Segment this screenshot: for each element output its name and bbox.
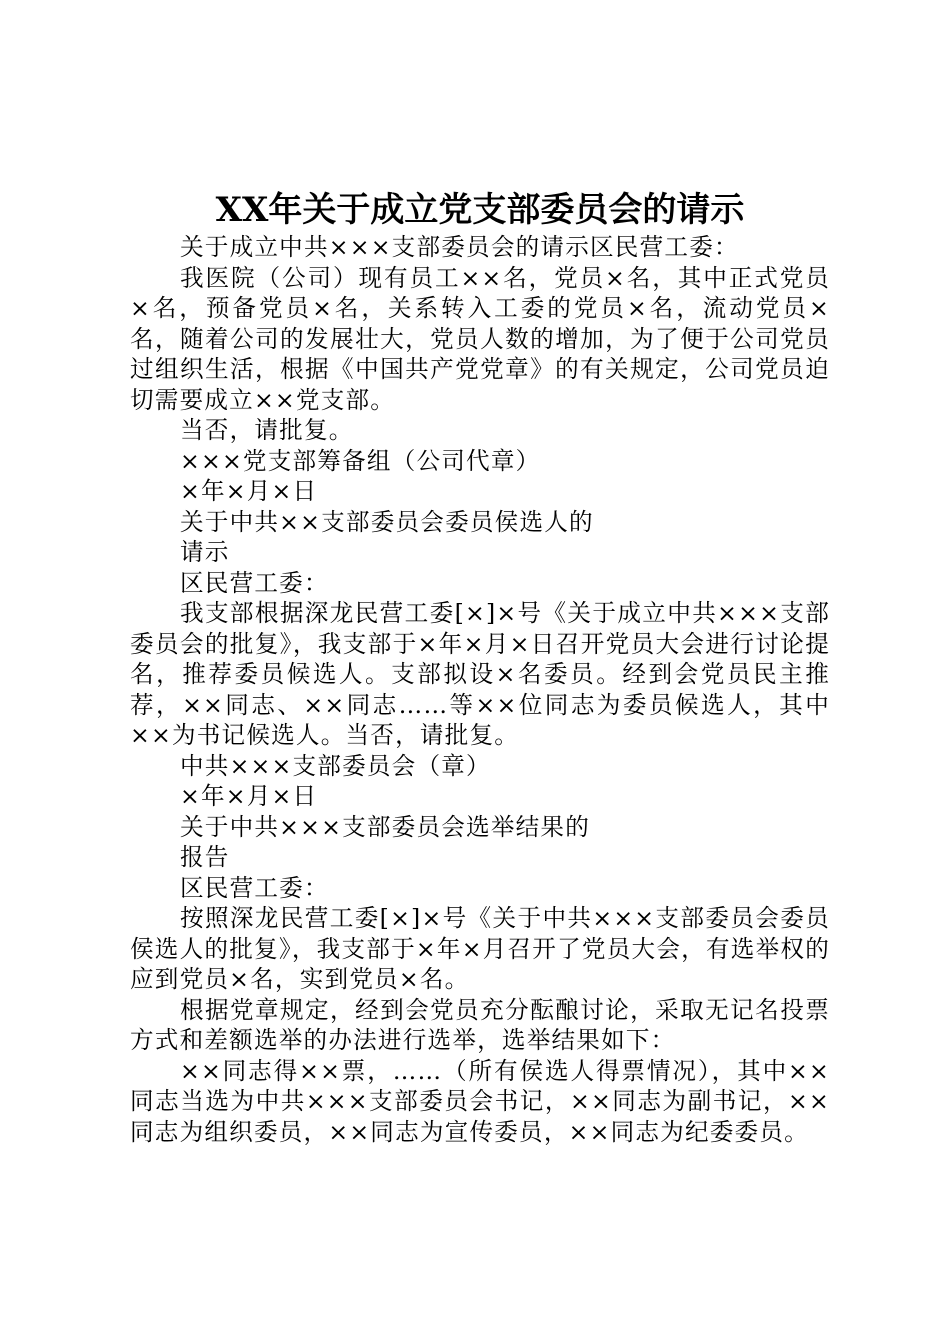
paragraph-signature-prep-group: ×××党支部筹备组（公司代章） [180, 446, 541, 475]
paragraph-addressee-2: 区民营工委： [180, 568, 329, 597]
paragraph-election-results: ××同志得××票，……（所有侯选人得票情况），其中××同志当选为中共×××支部委员会书记，××同志为副书记，××同志为组织委员，××同志为宣传委员，××同志为纪委委员。 [130, 1056, 830, 1146]
paragraph-candidate-request-title: 关于中共××支部委员会委员侯选人的 [180, 507, 594, 536]
paragraph-staff-situation: 我医院（公司）现有员工××名，党员×名，其中正式党员×名，预备党员×名，关系转入工委的党员×名，流动党员×名，随着公司的发展壮大，党员人数的增加，为了便于公司党员过组织生活，根据《中国共产党党章》的有关规定，公司党员迫切需要成立××党支部。 [130, 263, 830, 414]
paragraph-request-approval: 当否，请批复。 [180, 416, 354, 444]
paragraph-election-method: 根据党章规定，经到会党员充分酝酿讨论，采取无记名投票方式和差额选举的办法进行选举，选举结果如下： [130, 995, 830, 1054]
paragraph-request-heading: 关于成立中共×××支部委员会的请示区民营工委： [180, 233, 739, 261]
paragraph-meeting-held: 按照深龙民营工委[×]×号《关于中共×××支部委员会委员侯选人的批复》，我支部于×年×月召开了党员大会，有选举权的应到党员×名，实到党员×名。 [130, 904, 830, 993]
document-body [130, 232, 830, 1147]
paragraph-election-report-title: 关于中共×××支部委员会选举结果的 [180, 812, 591, 841]
paragraph-signature-committee: 中共×××支部委员会（章） [180, 751, 491, 780]
paragraph-candidate-request-title-2: 请示 [180, 538, 230, 566]
paragraph-candidate-nomination: 我支部根据深龙民营工委[×]×号《关于成立中共×××支部委员会的批复》，我支部于×年×月×日召开党员大会进行讨论提名，推荐委员候选人。支部拟设×名委员。经到会党员民主推荐，××同志、××同志……等××位同志为委员候选人，其中××为书记候选人。当否，请批复。 [130, 599, 830, 749]
document-title: XX年关于成立党支部委员会的请示 [215, 190, 745, 230]
paragraph-date-1: ×年×月×日 [180, 477, 318, 505]
paragraph-addressee-3: 区民营工委： [180, 873, 329, 902]
document-page [130, 188, 830, 1147]
paragraph-date-2: ×年×月×日 [180, 782, 318, 810]
paragraph-election-report-title-2: 报告 [180, 843, 230, 871]
